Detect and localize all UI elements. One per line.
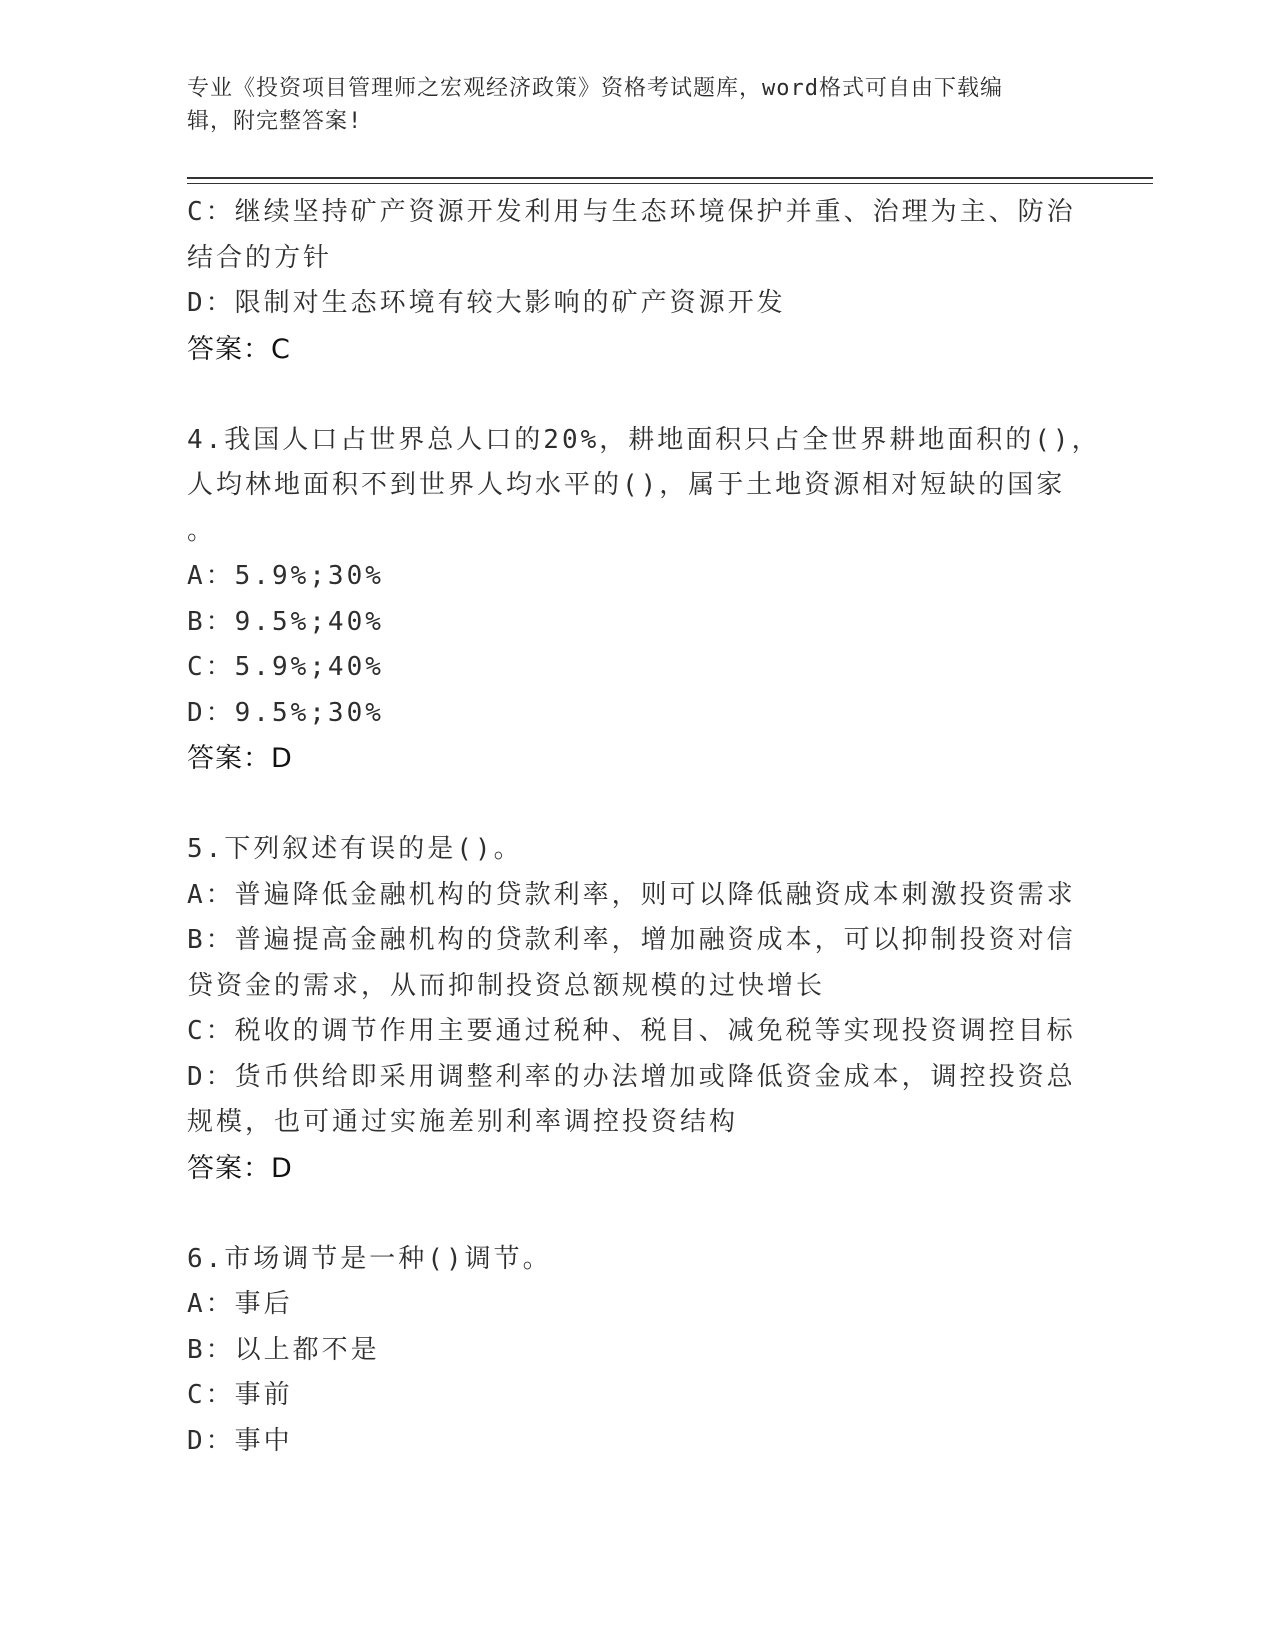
- header-rule-thick: [187, 177, 1153, 179]
- q5-option-b-line-1: B：普遍提高金融机构的贷款利率，增加融资成本，可以抑制投资对信: [187, 925, 1076, 955]
- q5-answer: 答案：D: [187, 1152, 293, 1184]
- q5-option-c: C：税收的调节作用主要通过税种、税目、减免税等实现投资调控目标: [187, 1016, 1076, 1046]
- q3-option-c-line-2: 结合的方针: [187, 242, 333, 273]
- header-line-2: 辑，附完整答案!: [187, 109, 363, 134]
- page-header: [187, 72, 1067, 138]
- q6-option-a: A：事后: [187, 1289, 293, 1319]
- q4-answer: 答案：D: [187, 743, 293, 774]
- q6-stem: 6.市场调节是一种()调节。: [187, 1243, 552, 1274]
- q6-option-b: B：以上都不是: [187, 1334, 380, 1365]
- q4-option-c: C：5.9%;40%: [187, 652, 384, 682]
- question-5: [187, 827, 1087, 1191]
- q3-option-c-line-1: C：继续坚持矿产资源开发利用与生态环境保护并重、治理为主、防治: [187, 197, 1076, 227]
- header-line-1: 专业《投资项目管理师之宏观经济政策》资格考试题库，word格式可自由下载编: [187, 76, 1003, 101]
- q5-stem: 5.下列叙述有误的是()。: [187, 834, 523, 864]
- spacer: [187, 782, 1087, 828]
- question-6: [187, 1237, 1087, 1465]
- q4-option-a: A：5.9%;30%: [187, 561, 384, 591]
- header-rule-thin: [187, 183, 1153, 184]
- q4-stem-line-2: 人均林地面积不到世界人均水平的()，属于土地资源相对短缺的国家: [187, 470, 1066, 500]
- q5-option-d-line-2: 规模，也可通过实施差别利率调控投资结构: [187, 1107, 739, 1137]
- q4-option-d: D：9.5%;30%: [187, 697, 384, 728]
- spacer: [187, 372, 1087, 418]
- q5-option-b-line-2: 贷资金的需求，从而抑制投资总额规模的过快增长: [187, 970, 826, 1001]
- q5-option-a: A：普遍降低金融机构的贷款利率，则可以降低融资成本刺激投资需求: [187, 879, 1076, 910]
- question-4: [187, 418, 1101, 782]
- q6-option-c: C：事前: [187, 1380, 293, 1410]
- q4-stem-line-3: 。: [187, 515, 217, 546]
- q3-option-d: D：限制对生态环境有较大影响的矿产资源开发: [187, 288, 786, 318]
- question-3-tail: [187, 190, 1087, 372]
- q3-answer: 答案：C: [187, 333, 291, 365]
- q4-option-b: B：9.5%;40%: [187, 606, 384, 637]
- q6-option-d: D：事中: [187, 1425, 293, 1456]
- spacer: [187, 1191, 1087, 1237]
- q5-option-d-line-1: D：货币供给即采用调整利率的办法增加或降低资金成本，调控投资总: [187, 1061, 1076, 1092]
- q4-stem-line-1: 4.我国人口占世界总人口的20%，耕地面积只占全世界耕地面积的()，: [187, 424, 1101, 455]
- question-body: [187, 190, 1101, 1464]
